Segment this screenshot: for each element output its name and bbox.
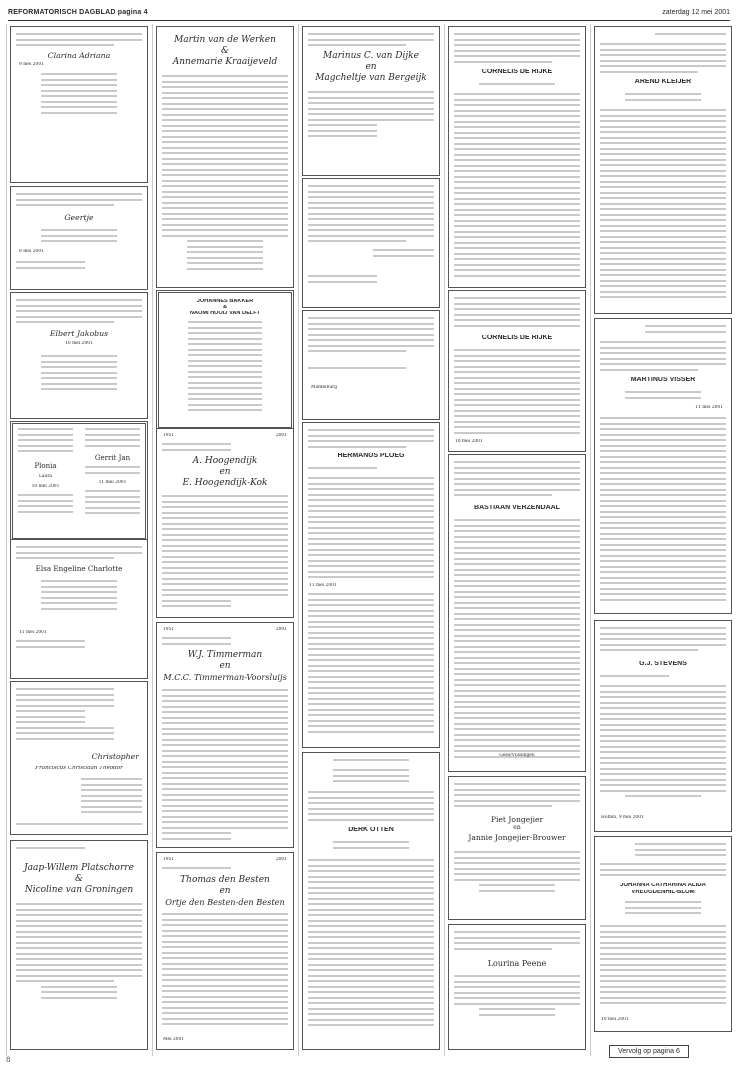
notice-title: W.J. Timmerman bbox=[187, 650, 263, 660]
notice-den-besten bbox=[156, 852, 294, 1050]
notice-amp: en bbox=[219, 886, 231, 896]
notice-jongejier bbox=[448, 776, 586, 920]
notice-footer: Holten, 9 mei 2001 bbox=[601, 815, 644, 820]
column-1 bbox=[6, 24, 151, 1056]
notice-stevens bbox=[594, 620, 732, 832]
column-3 bbox=[298, 24, 443, 1056]
notice-child: Laura bbox=[38, 474, 53, 479]
column-4 bbox=[444, 24, 589, 1056]
notice-title-2: Nicoline van Groningen bbox=[24, 885, 134, 895]
notice-footer: Middelburg bbox=[311, 385, 338, 390]
notice-van-dijke bbox=[302, 26, 440, 176]
notice-de-rijke-1 bbox=[448, 26, 586, 288]
notice-vreugdenhil bbox=[594, 836, 732, 1032]
notice-date: 9 mei 2001 bbox=[19, 62, 44, 67]
notice-amp: & bbox=[222, 305, 228, 310]
notice-title: AREND KLEIJER bbox=[634, 79, 692, 85]
notice-amp: en bbox=[365, 62, 377, 72]
notice-title: Elbert Jakobus bbox=[49, 329, 109, 338]
notice-date: 11 mei 2001 bbox=[19, 630, 47, 635]
notice-bakker bbox=[156, 290, 294, 430]
notice-hoogendijk bbox=[156, 428, 294, 618]
notice-title: JOHANNES BAKKER bbox=[196, 299, 254, 304]
notice-title: HERMANUS PLOEG bbox=[337, 453, 405, 459]
notice-elsa bbox=[10, 539, 148, 679]
notice-footer: Goes/Vlissingen bbox=[499, 753, 535, 758]
year-right: 2001 bbox=[275, 627, 287, 632]
notice-title-2: E. Hoogendijk-Kok bbox=[182, 478, 268, 488]
notice-title: G.J. STEVENS bbox=[639, 661, 687, 667]
notice-amp: en bbox=[219, 467, 231, 477]
notice-van-de-werken bbox=[156, 26, 294, 288]
notice-title: Lourina Peene bbox=[487, 959, 547, 968]
notice-clarina bbox=[10, 26, 148, 183]
notice-elbert bbox=[10, 292, 148, 419]
notice-plonia-gerrit bbox=[10, 421, 148, 541]
continued-on-page-link[interactable]: Vervolg op pagina 6 bbox=[609, 1045, 689, 1058]
notice-ploeg bbox=[302, 422, 440, 748]
notice-de-rijke-2 bbox=[448, 290, 586, 452]
notice-title-2: Ortje den Besten-den Besten bbox=[165, 897, 285, 907]
year-left: 1951 bbox=[163, 857, 175, 862]
notice-date: 11 mei 2001 bbox=[695, 405, 723, 410]
notice-visser bbox=[594, 318, 732, 614]
notice-subtitle: Franciscus Christiaan Theodor bbox=[35, 766, 123, 771]
notice-title: Christopher bbox=[91, 752, 139, 761]
notice-verzendaal bbox=[448, 454, 586, 772]
notice-date: 10 mei 2001 bbox=[455, 439, 483, 444]
notice-date-right: 11 mei 2001 bbox=[98, 480, 127, 485]
notice-title: Piet Jongejier bbox=[490, 815, 544, 824]
notice-title-2: Jannie Jongejier-Brouwer bbox=[468, 833, 566, 842]
notice-title: JOHANNA CATHARINA ALIDA bbox=[620, 883, 706, 888]
notice-waalbout bbox=[302, 310, 440, 420]
notice-title-2: Magcheltje van Bergeijk bbox=[315, 73, 427, 83]
notice-amp: en bbox=[513, 825, 521, 831]
notice-otten bbox=[302, 752, 440, 1050]
notice-timmerman bbox=[156, 622, 294, 848]
notice-title: CORNELIS DE RIJKE bbox=[481, 69, 553, 75]
notice-date: 10 mei 2001 bbox=[601, 1017, 629, 1022]
footer-mark: 8 bbox=[6, 1056, 11, 1064]
notice-amp: & bbox=[220, 46, 229, 56]
notice-title: Plonia bbox=[34, 462, 57, 470]
notice-date: 8 mei 2001 bbox=[19, 249, 44, 254]
notice-title: DERK OTTEN bbox=[348, 827, 394, 833]
year-right: 2001 bbox=[275, 857, 287, 862]
notice-title-2: M.C.C. Timmerman-Voorsluijs bbox=[163, 672, 287, 682]
notice-title: Clarina Adriana bbox=[47, 51, 111, 60]
notice-title: Geertje bbox=[64, 213, 94, 222]
notice-date: 10 mei 2001 bbox=[65, 341, 93, 346]
page-header bbox=[8, 6, 730, 21]
notice-title: Thomas den Besten bbox=[180, 875, 270, 885]
notice-zweistra bbox=[302, 178, 440, 308]
notice-title-2: Annemarie Kraaijeveld bbox=[172, 57, 278, 67]
notice-title: Marinus C. van Dijke bbox=[323, 51, 419, 61]
notice-date: 11 mei 2001 bbox=[309, 583, 337, 588]
notice-title: CORNELIS DE RIJKE bbox=[481, 335, 553, 341]
notice-date: 10 mei 2001 bbox=[31, 484, 60, 489]
column-5 bbox=[590, 24, 735, 1056]
notice-kleijer bbox=[594, 26, 732, 314]
notice-title: Jaap-Willem Platschorre bbox=[24, 863, 134, 873]
notice-christopher bbox=[10, 681, 148, 835]
notice-title: MARTINUS VISSER bbox=[630, 377, 696, 383]
year-right: 2001 bbox=[275, 433, 287, 438]
header-date: zaterdag 12 mei 2001 bbox=[662, 9, 730, 16]
notice-title-2: VREUGDENHIL-BLOM bbox=[631, 890, 695, 895]
notice-footer: Mei 2001 bbox=[163, 1037, 185, 1042]
notice-title-right: Gerrit Jan bbox=[94, 454, 131, 462]
newspaper-title: REFORMATORISCH DAGBLAD pagina 4 bbox=[8, 9, 148, 16]
year-left: 1951 bbox=[163, 433, 175, 438]
notice-amp: & bbox=[74, 874, 83, 884]
notice-title: BASTIAAN VERZENDAAL bbox=[474, 505, 560, 511]
column-2 bbox=[152, 24, 297, 1056]
notice-platschorre bbox=[10, 840, 148, 1050]
notice-title: Elsa Engeline Charlotte bbox=[35, 564, 123, 573]
notice-amp: en bbox=[219, 661, 231, 671]
notice-title: Martin van de Werken bbox=[174, 35, 276, 45]
year-left: 1951 bbox=[163, 627, 175, 632]
notice-peene bbox=[448, 924, 586, 1050]
notice-title-2: NAOMI HOOIJ VAN DELFT bbox=[189, 311, 261, 316]
notice-geertje bbox=[10, 186, 148, 290]
notice-title: A. Hoogendijk bbox=[192, 456, 258, 466]
